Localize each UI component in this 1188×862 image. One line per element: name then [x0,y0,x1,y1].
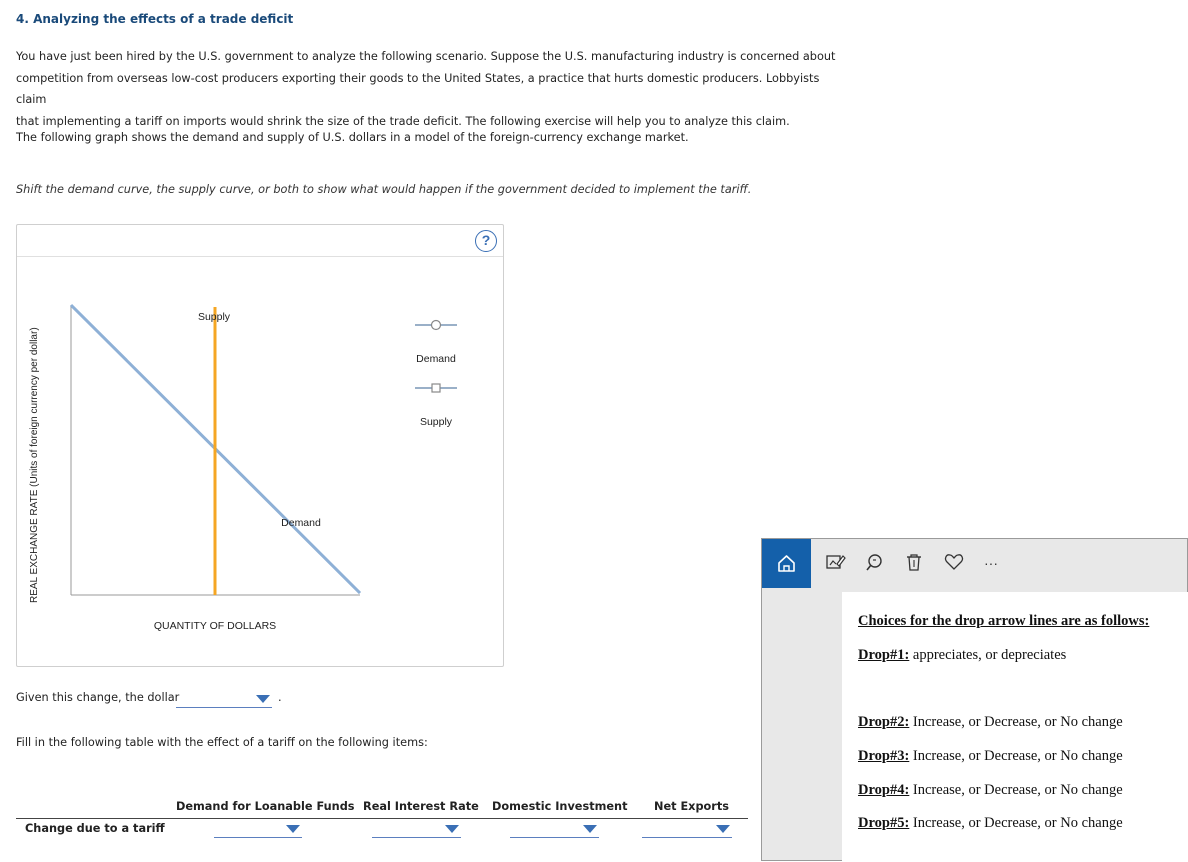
legend-demand-marker [432,321,441,330]
choice-line [858,815,1123,832]
x-axis-label: QUANTITY OF DOLLARS [153,620,277,632]
help-icon[interactable]: ? [475,230,497,252]
choices-title: Choices for the drop arrow lines are as follows: [858,613,1150,629]
dollar-dropdown[interactable] [176,692,272,708]
choice-text: appreciates, or depreciates [909,647,1067,663]
graph-panel [16,224,504,667]
search-icon[interactable] [864,551,886,573]
sentence-period: . [278,691,282,704]
choice-text: Increase, or Decrease, or No change [909,782,1123,798]
legend-demand-label: Demand [416,353,456,365]
choice-text: Increase, or Decrease, or No change [909,748,1123,764]
scenario-paragraph [16,46,836,132]
col-real-interest-rate: Real Interest Rate [363,800,479,813]
choices-document [842,592,1188,862]
choice-label: Drop#2: [858,714,910,730]
shift-instruction: Shift the demand curve, the supply curve, or both to show what would happen if the government decided to implement the tariff. [16,183,752,196]
investment-dropdown[interactable] [510,822,599,838]
net-exports-dropdown[interactable] [642,822,732,838]
row-label-tariff: Change due to a tariff [25,822,165,835]
legend-supply-label: Supply [419,416,453,428]
supply-curve-label: Supply [197,311,231,323]
dollar-sentence: Given this change, the dollar [16,691,180,704]
y-axis-label: REAL EXCHANGE RATE (Units of foreign currency per dollar) [29,327,40,603]
choice-line [858,748,1123,765]
question-heading: 4. Analyzing the effects of a trade deficit [16,12,294,26]
graph-intro-text: The following graph shows the demand and supply of U.S. dollars in a model of the foreign-currency exchange market. [16,131,689,144]
scenario-line: that implementing a tariff on imports would shrink the size of the trade deficit. The following exercise will help you to analyze this claim. [16,114,790,128]
choice-line [858,782,1123,799]
legend-supply-tool[interactable] [415,384,457,428]
scenario-line: competition from overseas low-cost producers exporting their goods to the United States, a practice that hurts domestic producers. Lobbyists claim [16,71,820,106]
table-instruction: Fill in the following table with the effect of a tariff on the following items: [16,736,428,749]
home-button[interactable] [762,539,811,588]
choice-text: Increase, or Decrease, or No change [909,815,1123,831]
choice-label: Drop#1: [858,647,910,663]
legend-supply-marker [432,384,440,392]
interest-rate-dropdown[interactable] [372,822,461,838]
choice-label: Drop#5: [858,815,910,831]
chevron-down-icon [286,825,300,833]
choice-label: Drop#3: [858,748,910,764]
legend-demand-tool[interactable] [415,321,457,366]
col-domestic-investment: Domestic Investment [492,800,628,813]
choice-line [858,714,1123,731]
col-net-exports: Net Exports [654,800,729,813]
choice-text: Increase, or Decrease, or No change [909,714,1123,730]
scenario-line: You have just been hired by the U.S. government to analyze the following scenario. Suppose the U.S. manufacturing industry is concerned about [16,50,836,63]
choice-label: Drop#4: [858,782,910,798]
chevron-down-icon [716,825,730,833]
trash-icon[interactable] [903,551,925,573]
edit-image-icon[interactable] [824,551,846,573]
home-icon [762,539,811,588]
chevron-down-icon [583,825,597,833]
image-viewer-panel [761,538,1188,861]
table-divider [16,818,748,819]
more-icon[interactable]: ··· [984,555,998,571]
chevron-down-icon [256,695,270,703]
demand-curve-label: Demand [281,517,321,529]
loanable-funds-dropdown[interactable] [214,822,302,838]
heart-icon[interactable] [943,551,965,573]
choice-line [858,647,1066,664]
col-demand-loanable-funds: Demand for Loanable Funds [176,800,355,813]
graph-canvas [17,225,505,668]
chevron-down-icon [445,825,459,833]
